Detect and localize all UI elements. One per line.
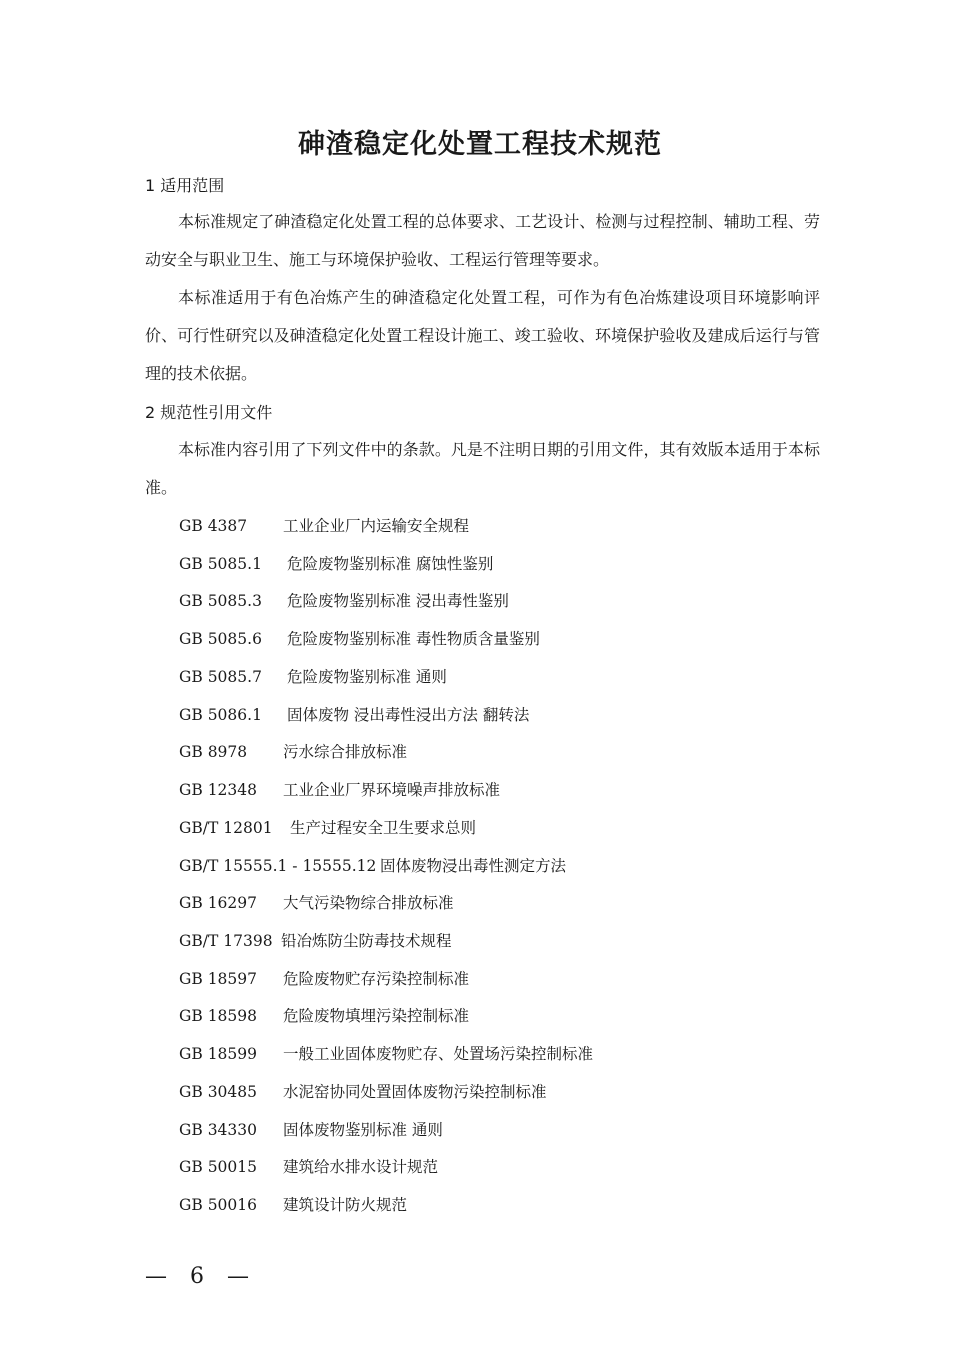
reference-item	[179, 628, 540, 650]
reference-code: GB 50015	[179, 1158, 258, 1176]
reference-title: 危险废物鉴别标准 腐蚀性鉴别	[287, 555, 494, 573]
reference-item	[179, 855, 567, 877]
reference-code: GB 18598	[179, 1007, 258, 1025]
reference-code: GB 16297	[179, 894, 258, 912]
section-2-heading: 2 规范性引用文件	[145, 403, 273, 422]
reference-item	[179, 590, 509, 612]
reference-title: 建筑设计防火规范	[283, 1196, 408, 1214]
section-1-paragraph-1: 本标准规定了砷渣稳定化处置工程的总体要求、工艺设计、检测与过程控制、辅助工程、劳动安全与职业卫生、施工与环境保护验收、工程运行管理等要求。	[145, 212, 820, 269]
reference-code: GB 34330	[179, 1121, 258, 1139]
reference-item	[179, 1005, 470, 1027]
reference-code: GB 8978	[179, 743, 248, 761]
reference-item	[179, 1043, 594, 1065]
reference-code: GB 18597	[179, 970, 258, 988]
reference-title: 工业企业厂内运输安全规程	[283, 517, 470, 535]
reference-item	[179, 892, 454, 914]
reference-title: 大气污染物综合排放标准	[283, 894, 454, 912]
reference-item	[179, 779, 501, 801]
reference-title: 危险废物鉴别标准 毒性物质含量鉴别	[287, 630, 540, 648]
reference-item	[179, 1156, 439, 1178]
reference-title: 固体废物 浸出毒性浸出方法 翻转法	[287, 706, 530, 724]
reference-item	[179, 666, 447, 688]
reference-item	[179, 930, 452, 952]
reference-code: GB 4387	[179, 517, 248, 535]
reference-item	[179, 1119, 443, 1141]
reference-code: GB 5085.1	[179, 555, 262, 573]
document-title: 砷渣稳定化处置工程技术规范	[298, 129, 662, 160]
section-1-heading: 1 适用范围	[145, 176, 225, 195]
reference-title: 危险废物填埋污染控制标准	[283, 1007, 470, 1025]
reference-item	[179, 515, 470, 537]
reference-code: GB/T 17398	[179, 932, 273, 950]
section-2-paragraph-1: 本标准内容引用了下列文件中的条款。凡是不注明日期的引用文件，其有效版本适用于本标准。	[145, 440, 820, 497]
reference-title: 生产过程安全卫生要求总则	[290, 819, 477, 837]
reference-item	[179, 817, 477, 839]
reference-title: 污水综合排放标准	[283, 743, 408, 761]
reference-title: 一般工业固体废物贮存、处置场污染控制标准	[283, 1045, 594, 1063]
reference-title: 铅冶炼防尘防毒技术规程	[281, 932, 452, 950]
reference-code: GB 50016	[179, 1196, 258, 1214]
reference-code: GB 18599	[179, 1045, 258, 1063]
reference-item	[179, 968, 470, 990]
reference-code: GB 5085.3	[179, 592, 262, 610]
reference-code: GB 5086.1	[179, 706, 262, 724]
reference-title: 危险废物鉴别标准 浸出毒性鉴别	[287, 592, 509, 610]
page-number: — 6 —	[145, 1264, 257, 1289]
reference-item	[179, 741, 408, 763]
reference-item	[179, 1081, 547, 1103]
reference-item	[179, 704, 530, 726]
reference-code: GB 5085.7	[179, 668, 262, 686]
reference-item	[179, 553, 494, 575]
reference-title: 危险废物贮存污染控制标准	[283, 970, 470, 988]
reference-title: 水泥窑协同处置固体废物污染控制标准	[283, 1083, 547, 1101]
reference-title: 固体废物浸出毒性测定方法	[380, 857, 567, 875]
reference-title: 固体废物鉴别标准 通则	[283, 1121, 443, 1139]
reference-code: GB/T 15555.1 - 15555.12	[179, 857, 377, 875]
section-1-paragraph-2: 本标准适用于有色冶炼产生的砷渣稳定化处置工程，可作为有色冶炼建设项目环境影响评价、可行性研究以及砷渣稳定化处置工程设计施工、竣工验收、环境保护验收及建成后运行与管理的技术依据。	[145, 288, 820, 383]
reference-code: GB 12348	[179, 781, 258, 799]
reference-code: GB 30485	[179, 1083, 258, 1101]
reference-title: 危险废物鉴别标准 通则	[287, 668, 447, 686]
reference-code: GB/T 12801	[179, 819, 273, 837]
reference-title: 工业企业厂界环境噪声排放标准	[283, 781, 501, 799]
reference-item	[179, 1194, 408, 1216]
reference-title: 建筑给水排水设计规范	[283, 1158, 439, 1176]
reference-code: GB 5085.6	[179, 630, 262, 648]
